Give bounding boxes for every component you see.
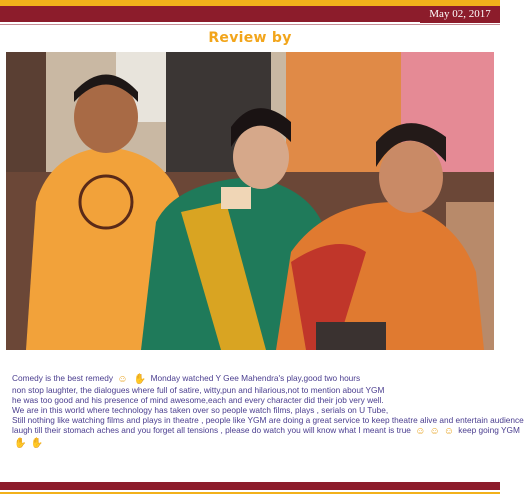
laughing-face-icon: ☺: [415, 426, 426, 437]
page-title: Review by: [208, 30, 292, 46]
clapping-hands-icon: ✋: [133, 374, 147, 385]
footer-gold-rule: [0, 492, 500, 494]
review-sentence: Monday watched Y Gee Mahendra's play,good two hours: [150, 373, 361, 383]
review-line-5: Still nothing like watching films and plays in theatre , people like YGM are doing a great service to keep theatre alive and entertain audience: [12, 415, 524, 425]
laughing-face-icon: ☺: [117, 374, 128, 385]
review-sentence: laugh till their stomach aches and you forget all tensions , please do watch you will know what I meant is true: [12, 425, 411, 435]
clapping-hands-icon: ✋: [14, 438, 27, 449]
group-photo: [6, 52, 494, 350]
review-line-2: non stop laughter, the dialogues where full of satire, witty,pun and hilarious,not to mention about YGM: [12, 385, 385, 395]
publication-date: May 02, 2017: [420, 6, 500, 23]
clapping-hands-icon: ✋: [30, 438, 43, 449]
review-line-6: [12, 425, 520, 437]
review-line-7: [12, 437, 496, 449]
footer-maroon-band: [0, 482, 500, 490]
review-line-1: [12, 373, 496, 385]
laughing-face-icon: ☺: [443, 426, 454, 437]
laughing-face-icon: ☺: [429, 426, 440, 437]
review-line-3: he was too good and his presence of mind awesome,each and every character did their job very well.: [12, 395, 384, 405]
review-text: [12, 373, 524, 449]
header-rule: [0, 24, 500, 25]
review-sentence: keep going YGM: [458, 425, 520, 435]
review-line-4: We are in this world where technology has taken over so people watch films, plays , serials on U Tube,: [12, 405, 389, 415]
review-sentence: Comedy is the best remedy: [12, 373, 113, 383]
